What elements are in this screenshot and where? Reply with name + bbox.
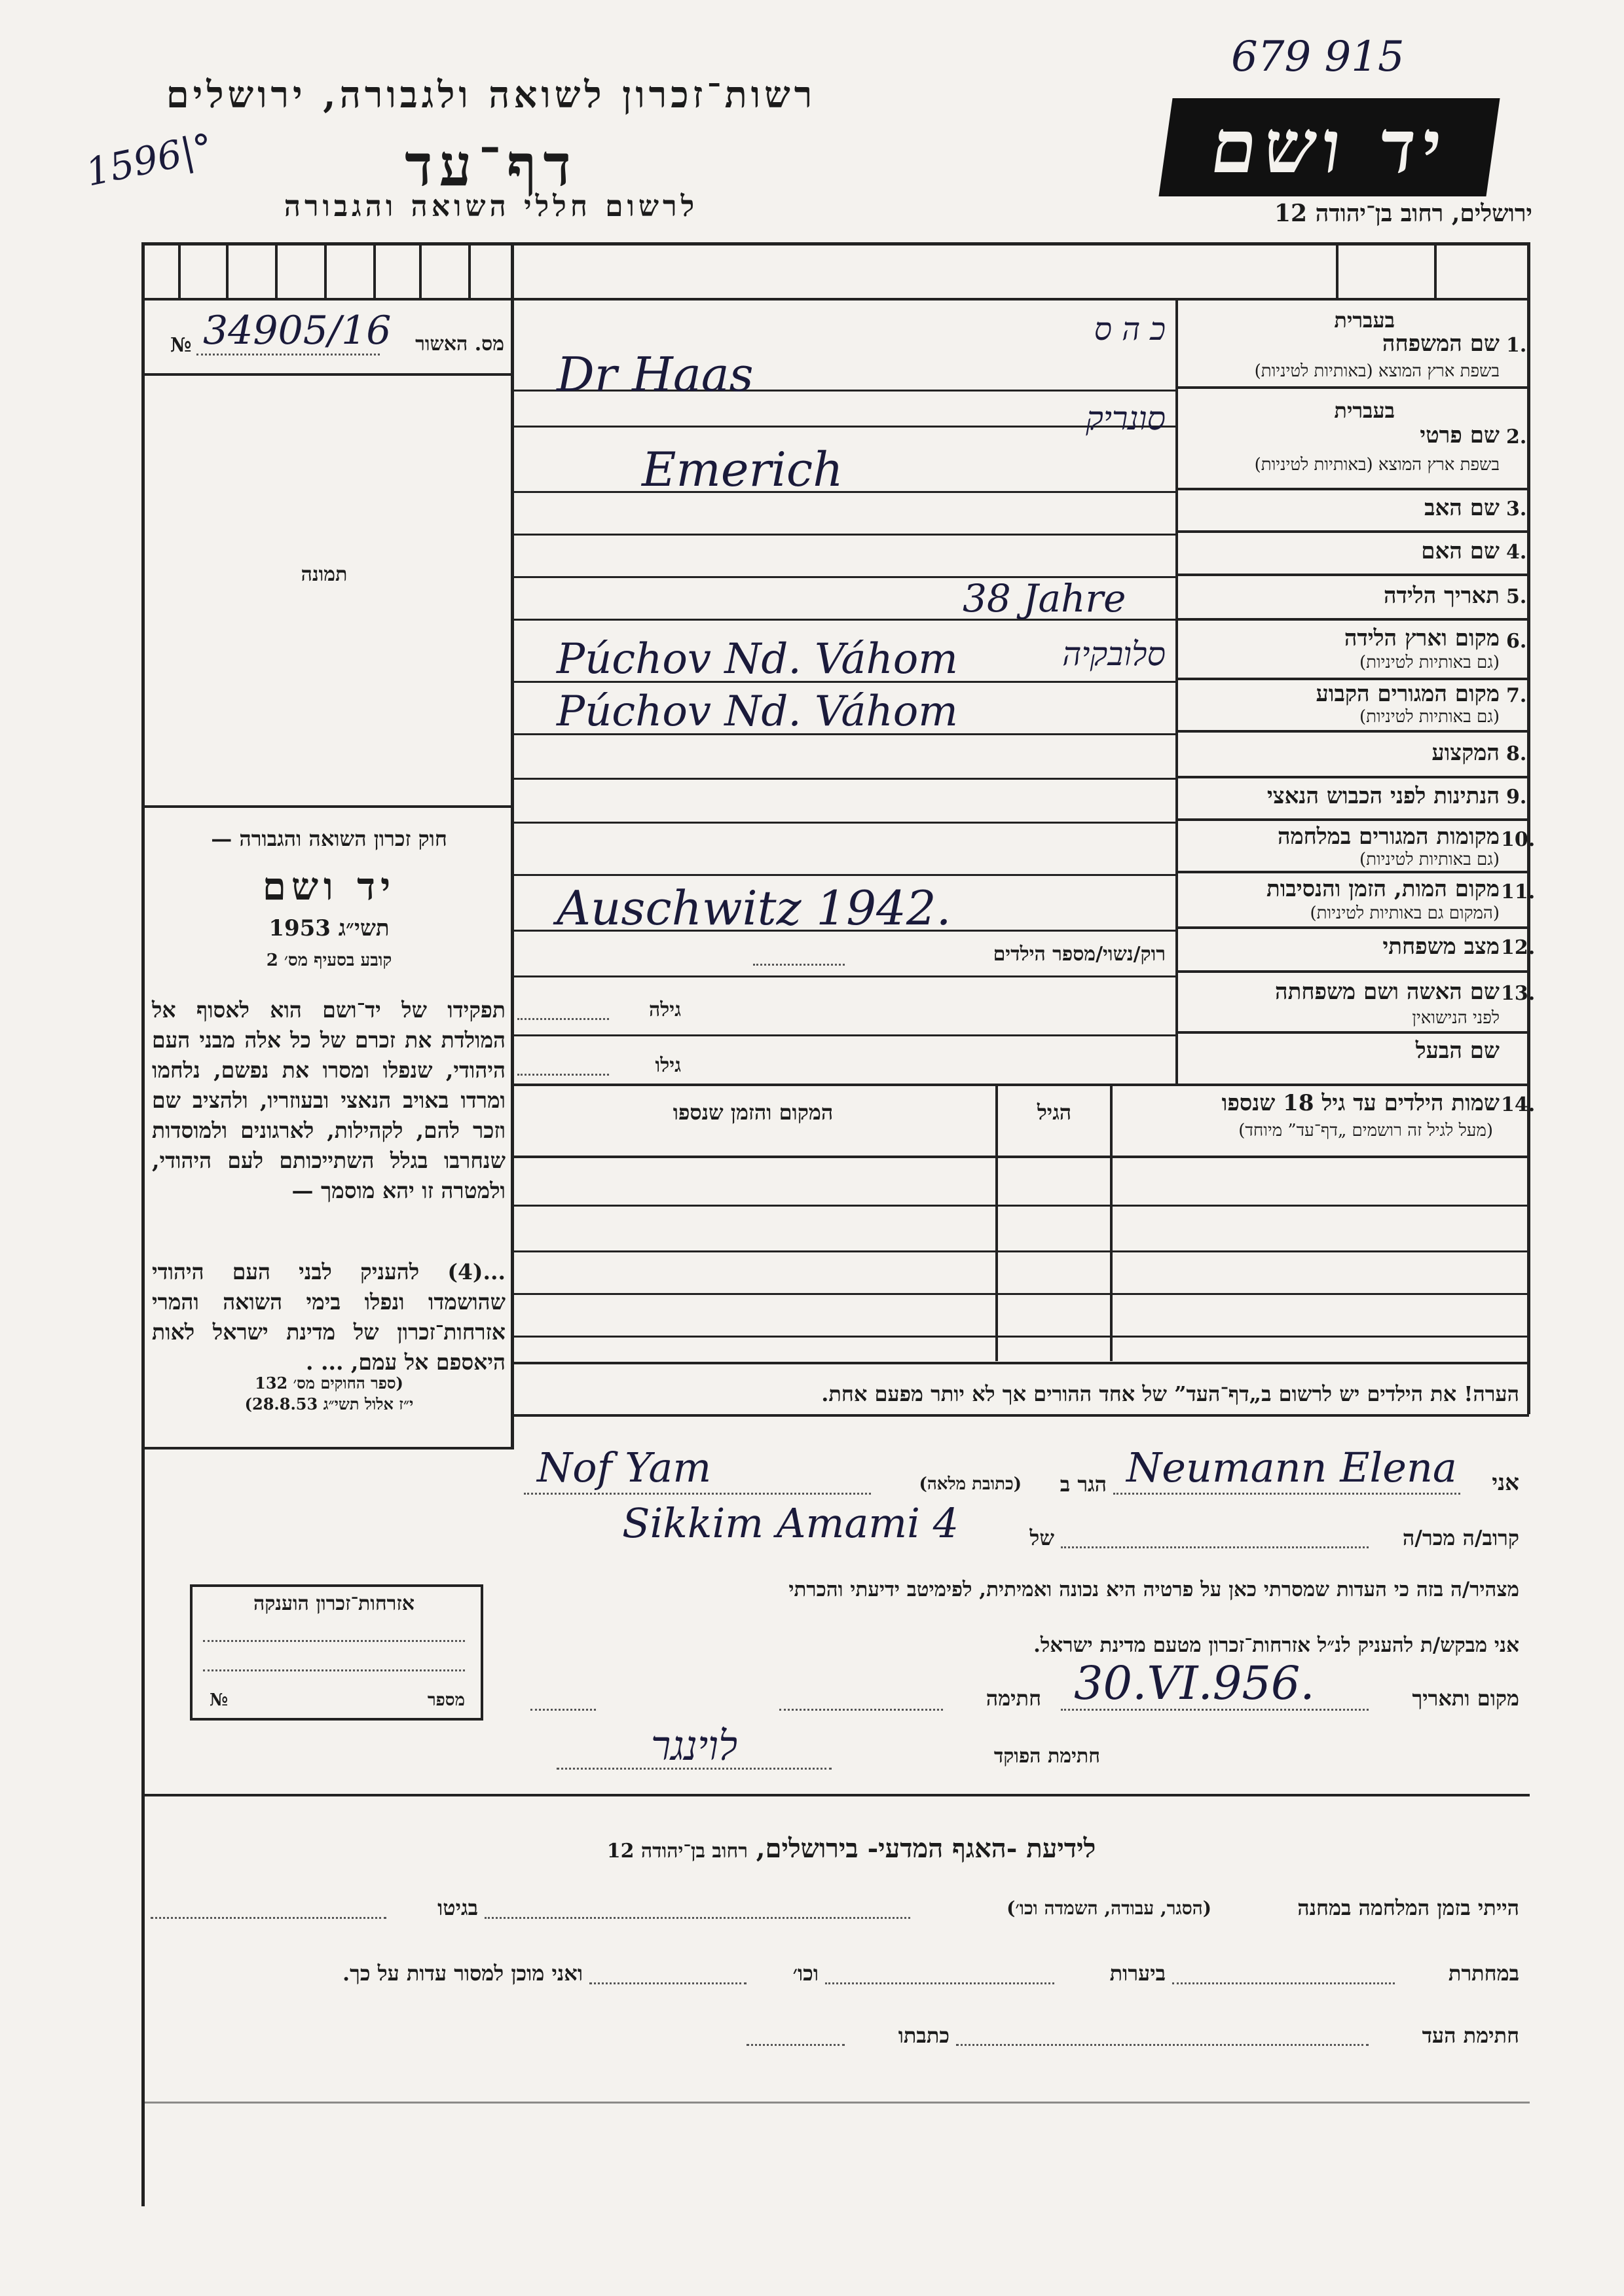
children-num: 14. [1501,1093,1536,1116]
law-text-2: ...(4) להעניק לבני העם היהודי שהושמדו ונפלו בימי השואה והמרי אזרחות־זכרון של מדינת ישראל לאות היאספם אל עמם, ... . [152,1259,506,1375]
citizenship-title: אזרחות־זכרון הוענקה [253,1592,415,1615]
field-6-label: מקום וארץ הלידה [1344,625,1500,651]
law-title: חוק זכרון השואה והגבורה — [211,826,447,851]
field-5-num: 5. [1506,585,1527,608]
statement-2: אני מבקש/ת להעניק לנ״ל אזרחות־זכרון מטעם מדינת ישראל. [1033,1633,1519,1657]
law-source: (ספר החוקים מס׳ 132 [255,1374,403,1393]
birth-date-value[interactable]: 38 Jahre [963,576,1126,621]
address-note: (כתובת מלאה) [919,1474,1022,1494]
form-subtitle: לרשום חללי השואה והגבורה [284,190,699,223]
info-line1-end: בגיטו [437,1895,478,1920]
field-3-num: 3. [1506,498,1527,520]
field-1-num: 1. [1506,334,1527,357]
info-title-address: רחוב בן־יהודה 12 [606,1840,748,1863]
field-5-label: תאריך הלידה [1383,583,1500,609]
field-7-label: מקום המגורים הקבוע [1316,681,1500,707]
first-name-hebrew[interactable]: סונריק [1086,399,1166,437]
registration-number-sign: № [170,334,192,357]
children-col-age: הגיל [1037,1100,1072,1125]
citizenship-number-sign: № [210,1690,229,1710]
info-title-main: לידיעת -האגף המדעי- בירושלים, [756,1833,1096,1864]
field-12-label: מצב משפחתי [1382,934,1500,960]
field-13-num: 13. [1501,982,1536,1005]
info-line2-end: ואני מוכן למסור עדות על כך. [342,1961,583,1986]
field-6-sub: (גם באותיות לטיניות) [1359,653,1500,672]
citizenship-number-label: מספר [427,1690,465,1710]
birth-country-hebrew[interactable]: סלובקיה [1062,635,1166,673]
field-12-num: 12. [1501,936,1536,959]
place-date-label: מקום ותאריך [1412,1686,1519,1711]
field-13-sub: לפני הנישואין [1412,1008,1500,1028]
resides-label: הגר ב [1060,1472,1107,1497]
birth-place-value[interactable]: Púchov Nd. Váhom [557,635,958,683]
field-7-num: 7. [1506,684,1527,707]
residence-value[interactable]: Púchov Nd. Váhom [557,687,958,736]
info-line1-start: הייתי בזמן המלחמה במחנה [1297,1895,1519,1920]
date-value[interactable]: 30.VI.956. [1074,1656,1315,1710]
field-4-num: 4. [1506,541,1527,564]
officer-signature[interactable]: לוינגר [650,1722,738,1770]
family-name-latin[interactable]: Dr Haas [557,347,754,402]
field-1-label: שם המשפחה [1382,331,1500,357]
law-name: יד ושם [262,864,396,909]
field-8-label: המקצוע [1431,740,1500,766]
field-1-sub-latin: בשפת ארץ המוצא (באותיות לטיניות) [1254,361,1500,381]
field-6-num: 6. [1506,630,1527,653]
relation-label: קרוב/ה מכר/ה [1402,1525,1519,1550]
info-line2-b: ביערות [1109,1961,1166,1986]
law-clause: קובע בסעיף מס׳ 2 [266,951,392,970]
field-11-label: מקום המות, הזמן והנסיבות [1266,876,1500,902]
children-col-place: המקום והזמן שנספו [673,1100,834,1125]
field-2-label: שם פרטי [1420,422,1500,448]
field-11-num: 11. [1501,881,1536,903]
address-value-2[interactable]: Sikkim Amami 4 [622,1499,959,1547]
info-line2-a: במחתרת [1448,1961,1519,1986]
field-10-label: מקומות המגורים במלחמה [1277,824,1500,850]
field-10-sub: (גם באותיות לטיניות) [1359,850,1500,869]
field-2-num: 2. [1506,426,1527,448]
officer-label: חתימת הפוקד [993,1745,1100,1768]
statement-1: מצהיר/ה בזה כי העדות שמסרתי כאן על פרטיה היא נכונה ואמיתית, לפימיטב ידיעתי והכרתי [788,1578,1519,1601]
photo-label: תמונה [301,563,348,586]
declarant-i-label: אני [1492,1470,1519,1496]
declarant-name[interactable]: Neumann Elena [1126,1444,1457,1491]
field-8-num: 8. [1506,742,1527,765]
info-line1-note: (הסגר, עבודה, השמדה וכו׳) [1006,1897,1211,1919]
logo-text: יד ושם [1205,104,1454,190]
age-label-1: גילה [648,998,681,1021]
org-name: רשות־זכרון לשואה ולגבורה, ירושלים [166,73,817,117]
info-line3-a: חתימת העד [1422,2023,1519,2048]
husband-label: שם הבעל [1415,1038,1500,1064]
header-address: ירושלים, רחוב בן־יהודה 12 [1274,200,1532,227]
field-10-num: 10. [1501,828,1536,851]
field-7-sub: (גם באותיות לטיניות) [1359,707,1500,727]
marital-line: רוק/נשוי/מספר הילדים [993,943,1166,966]
age-label-2: גילו [655,1054,681,1077]
family-name-hebrew[interactable]: כ ה ס [1094,311,1166,348]
law-text-1: תפקידו של יד־ושם הוא לאסוף אל המולדת את זכרם של כל אלה מבני העם היהודי, שנפלו ומסרו את נפשם, נלחמו ומרדו באויב הנאצי ובעוזריו, ולהציב שם וזכר להם, לקהילות, לארגונים ולמוסדות שנחרבו בגלל השתייכותם לעם היהודי, ולמטרה זו יהא מוסמך — [152,997,506,1203]
children-label: שמות הילדים עד גיל 18 שנספו [1221,1090,1500,1116]
registration-number[interactable]: 34905/16 [203,308,392,354]
field-3-label: שם האב [1424,495,1500,521]
info-title [458,1833,1244,1864]
signature-label: חתימה [986,1686,1041,1711]
children-sub: (מעל לגיל זה רושמים „דף־עד” מיוחד) [1238,1121,1493,1140]
field-13-label: שם האשה ושם משפחתה [1275,979,1500,1005]
side-number: 1596|° [82,124,217,195]
law-source-date: י״ז אלול תשי״ג 28.8.53) [244,1394,414,1413]
address-value[interactable]: Nof Yam [537,1444,712,1491]
field-11-sub: (המקום גם באותיות לטיניות) [1310,903,1500,923]
registration-label: מס. האשור [415,333,504,355]
field-9-label: הנתינות לפני הכבוש הנאצי [1266,783,1500,809]
field-9-num: 9. [1506,786,1527,809]
info-line2-c: וכו׳ [792,1961,819,1986]
of-label: של [1029,1525,1054,1550]
law-year: תשי״ג 1953 [268,915,390,941]
death-place-value[interactable]: Auschwitz 1942. [557,881,951,936]
children-note: הערה! את הילדים יש לרשום ב„דף־העד” של אחד ההורים אך לא יותר מפעם אחת. [821,1381,1519,1406]
first-name-latin[interactable]: Emerich [642,442,843,497]
archive-number: 679 915 [1231,33,1405,81]
yad-vashem-logo [1158,98,1500,196]
field-2-sub-latin: בשפת ארץ המוצא (באותיות לטיניות) [1254,455,1500,475]
field-1-sub-hebrew: בעברית [1334,308,1395,333]
info-line3-b: כתבתו [898,2023,950,2048]
field-4-label: שם האם [1421,538,1500,564]
field-2-sub-hebrew: בעברית [1334,398,1395,423]
form-title: דף־עד [405,131,578,199]
